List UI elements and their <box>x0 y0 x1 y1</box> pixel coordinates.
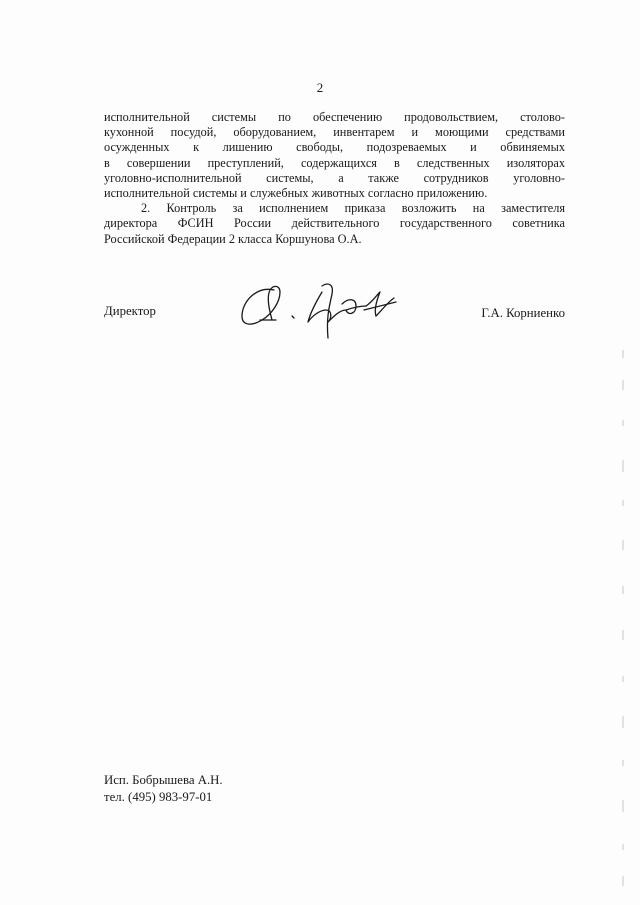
signatory-title: Директор <box>104 304 156 318</box>
paragraph-line: исполнительной системы и служебных животных согласно приложению. <box>104 186 488 201</box>
paragraph-line: 2. Контроль за исполнением приказа возложить на заместителя <box>141 201 565 216</box>
signature-block <box>104 298 565 348</box>
document-body <box>104 110 565 247</box>
executor-name: Исп. Бобрышева А.Н. <box>104 773 223 787</box>
paragraph-line: уголовно-исполнительной системы, а также сотрудников уголовно- <box>104 170 565 185</box>
paragraph-2 <box>104 201 565 247</box>
page-number: 2 <box>316 80 324 95</box>
signatory-name: Г.А. Корниенко <box>481 306 565 320</box>
paragraph-line: кухонной посудой, оборудованием, инвентарем и моющими средствами <box>104 125 565 140</box>
handwritten-signature <box>236 276 406 340</box>
executor-footer <box>104 772 223 806</box>
paragraph-line: Российской Федерации 2 класса Коршунова О.А. <box>104 231 362 246</box>
paragraph-line: в совершении преступлений, содержащихся в следственных изоляторах <box>104 155 565 170</box>
scan-edge-marks <box>620 350 626 890</box>
paragraph-line: исполнительной системы по обеспечению продовольствием, столово- <box>104 110 565 124</box>
executor-phone: тел. (495) 983-97-01 <box>104 790 213 804</box>
paragraph-line: директора ФСИН России действительного государственного советника <box>104 216 565 231</box>
paragraph-1 <box>104 110 565 201</box>
paragraph-line: осужденных к лишению свободы, подозреваемых и обвиняемых <box>104 140 565 155</box>
